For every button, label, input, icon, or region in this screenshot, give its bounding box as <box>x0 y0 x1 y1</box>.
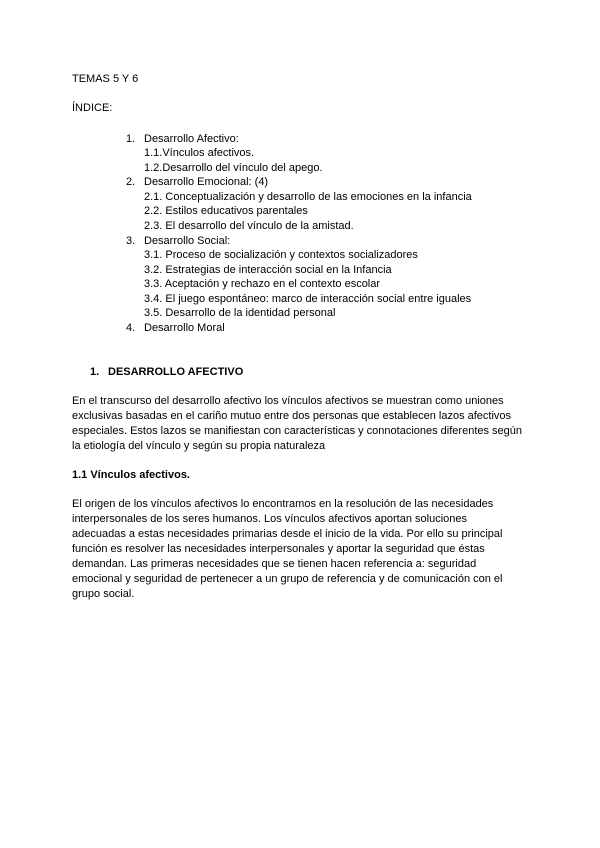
paragraph-line: grupo social. <box>72 588 135 600</box>
index-label: ÍNDICE: <box>72 102 113 114</box>
toc-subitem: 3.1. Proceso de socialización y contextos socializadores <box>144 249 418 261</box>
toc-subitem: 3.2. Estrategias de interacción social en la Infancia <box>144 264 392 276</box>
toc-number: 2. <box>126 176 136 188</box>
toc-subitem: 2.1. Conceptualización y desarrollo de las emociones en la infancia <box>144 191 472 203</box>
toc-item: Desarrollo Social: <box>144 235 231 247</box>
toc-number: 4. <box>126 322 136 334</box>
paragraph-line: En el transcurso del desarrollo afectivo los vínculos afectivos se muestran como uniones <box>72 395 504 407</box>
section-heading: DESARROLLO AFECTIVO <box>108 366 244 378</box>
document-header: TEMAS 5 Y 6 <box>72 73 139 85</box>
toc-number: 1. <box>126 133 136 145</box>
section-number: 1. <box>90 366 100 378</box>
subsection-heading: 1.1 Vínculos afectivos. <box>72 469 190 481</box>
toc-subitem: 1.2.Desarrollo del vínculo del apego. <box>144 162 323 174</box>
toc-subitem: 3.5. Desarrollo de la identidad personal <box>144 307 336 319</box>
toc-item: Desarrollo Afectivo: <box>144 133 239 145</box>
toc-item: Desarrollo Emocional: (4) <box>144 176 269 188</box>
paragraph-line: El origen de los vínculos afectivos lo encontramos en la resolución de las necesidades <box>72 498 494 510</box>
paragraph-line: la etiología del vínculo y según su propia naturaleza <box>72 440 326 452</box>
paragraph-line: exclusivas basadas en el cariño mutuo entre dos personas que establecen lazos afectivos <box>72 410 512 422</box>
toc-subitem: 2.2. Estilos educativos parentales <box>144 205 308 217</box>
toc-subitem: 2.3. El desarrollo del vínculo de la amistad. <box>144 220 354 232</box>
toc-subitem: 3.4. El juego espontáneo: marco de interacción social entre iguales <box>144 293 472 305</box>
paragraph-line: adecuadas a estas necesidades primarias desde el inicio de la vida. Por ello su principal <box>72 528 503 540</box>
toc-item: Desarrollo Moral <box>144 322 225 334</box>
toc-subitem: 1.1.Vínculos afectivos. <box>144 147 255 159</box>
paragraph-line: demandan. Las primeras necesidades que se tienen hacen referencia a: seguridad <box>72 558 477 570</box>
paragraph-line: especiales. Estos lazos se manifiestan con características y connotaciones diferentes según <box>72 425 523 437</box>
paragraph-line: interpersonales de los seres humanos. Los vínculos afectivos aportan soluciones <box>72 513 468 525</box>
paragraph-line: función es resolver las necesidades interpersonales y aportar la seguridad que éstas <box>72 543 485 555</box>
toc-subitem: 3.3. Aceptación y rechazo en el contexto escolar <box>144 278 381 290</box>
toc-number: 3. <box>126 235 136 247</box>
paragraph-line: emocional y seguridad de pertenecer a un grupo de referencia y de comunicación con el <box>72 573 503 585</box>
